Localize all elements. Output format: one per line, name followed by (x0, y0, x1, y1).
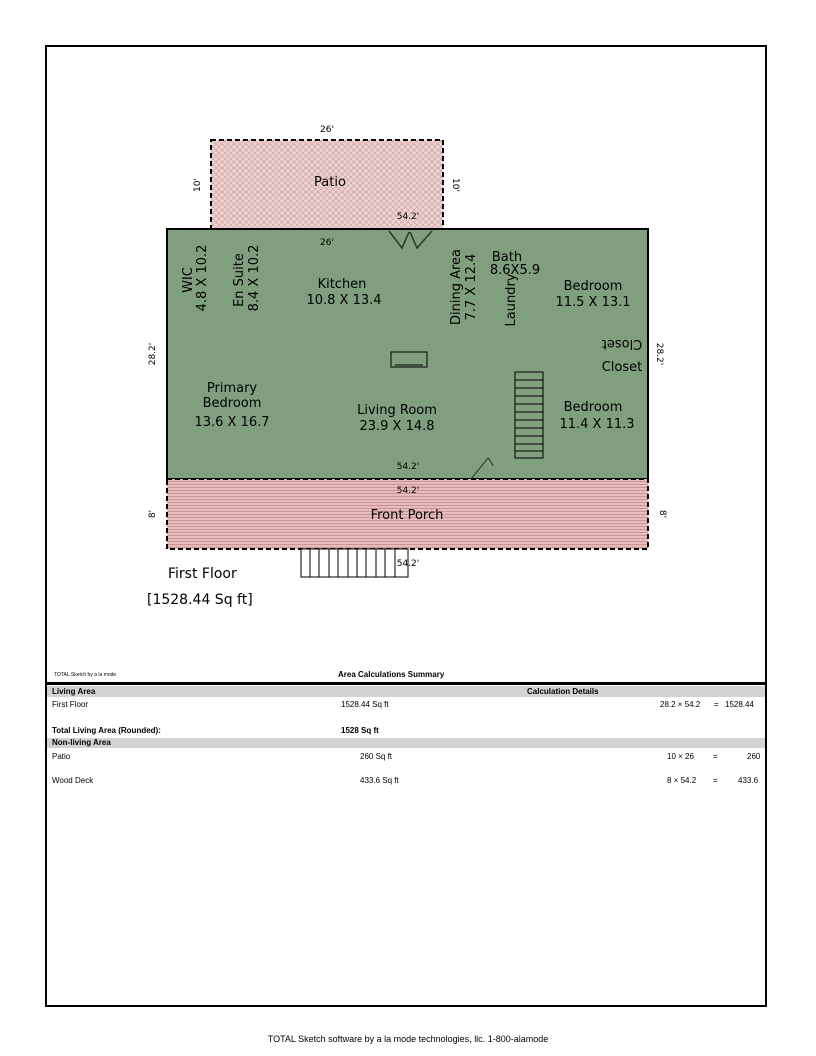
room-ensuite-dim: 8.4 X 10.2 (247, 244, 262, 312)
room-porch: Front Porch (370, 508, 444, 523)
room-laundry: Laundry (504, 273, 519, 327)
row-eq: = (713, 776, 718, 785)
room-bedroom-2: Bedroom (563, 400, 623, 415)
dim-house-right: 28.2' (654, 342, 664, 366)
room-ensuite: En Suite (232, 253, 247, 307)
footer: TOTAL Sketch software by a la mode technologies, llc. 1-800-alamode (267, 1034, 549, 1044)
room-living-dim: 23.9 X 14.8 (359, 419, 435, 434)
room-wic-dim: 4.8 X 10.2 (195, 244, 210, 312)
living-header: Living Area (52, 687, 96, 696)
row-area: 260 Sq ft (360, 752, 393, 761)
room-dining: Dining Area (449, 248, 464, 326)
dim-porch-bottom: 54.2' (396, 559, 420, 569)
floor-area: [1528.44 Sq ft] (147, 592, 253, 608)
dim-porch-top: 54.2' (396, 486, 420, 496)
separator (47, 682, 765, 685)
dim-patio-bottom: 26' (320, 238, 334, 248)
room-living: Living Room (357, 403, 437, 418)
room-patio: Patio (314, 175, 346, 190)
row-area: 433.6 Sq ft (360, 776, 399, 785)
total-label: Total Living Area (Rounded): (52, 726, 161, 735)
dim-patio-left: 10' (193, 178, 203, 192)
room-bedroom-1-dim: 11.5 X 13.1 (555, 295, 631, 310)
front-steps (301, 549, 408, 577)
dim-patio-right: 10' (450, 178, 460, 192)
row-eq: = (713, 752, 718, 761)
row-calc: 28.2 × 54.2 (660, 700, 701, 709)
room-primary-1: Primary (206, 381, 258, 396)
row-calc: 10 × 26 (667, 752, 694, 761)
room-closet-2: Closet (601, 360, 643, 375)
dim-house-top: 54.2' (396, 212, 420, 222)
nonliving-header: Non-living Area (52, 738, 111, 747)
floor-name: First Floor (168, 566, 237, 582)
room-primary-dim: 13.6 X 16.7 (194, 415, 270, 430)
row-result: 433.6 (738, 776, 759, 785)
dim-patio-top: 26' (320, 125, 334, 135)
dim-house-left: 28.2' (148, 342, 158, 366)
room-closet-1: Closet (601, 336, 643, 351)
living-header-row (47, 686, 765, 697)
row-eq: = (714, 700, 719, 709)
room-bedroom-1: Bedroom (563, 279, 623, 294)
room-wic: WIC (181, 267, 196, 293)
room-kitchen-dim: 10.8 X 13.4 (306, 293, 382, 308)
summary-title: Area Calculations Summary (338, 670, 445, 679)
room-kitchen: Kitchen (317, 277, 367, 292)
dim-porch-right: 8' (657, 509, 667, 519)
dim-porch-left: 8' (148, 509, 158, 519)
room-bedroom-2-dim: 11.4 X 11.3 (559, 417, 635, 432)
dim-house-bottom: 54.2' (396, 462, 420, 472)
row-area: 1528.44 Sq ft (341, 700, 389, 709)
row-name: Wood Deck (52, 776, 94, 785)
calc-header: Calculation Details (527, 687, 599, 696)
room-dining-dim: 7.7 X 12.4 (464, 253, 479, 321)
row-result: 1528.44 (725, 700, 754, 709)
room-bath: Bath (491, 250, 523, 265)
room-primary-2: Bedroom (202, 396, 262, 411)
row-calc: 8 × 54.2 (667, 776, 697, 785)
room-bath-dim: 8.6X5.9 (489, 263, 541, 278)
row-name: First Floor (52, 700, 88, 709)
nonliving-header-row (47, 738, 765, 748)
row-name: Patio (52, 752, 71, 761)
total-value: 1528 Sq ft (341, 726, 379, 735)
brand-label: TOTAL Sketch by a la mode (54, 672, 117, 678)
row-result: 260 (747, 752, 761, 761)
